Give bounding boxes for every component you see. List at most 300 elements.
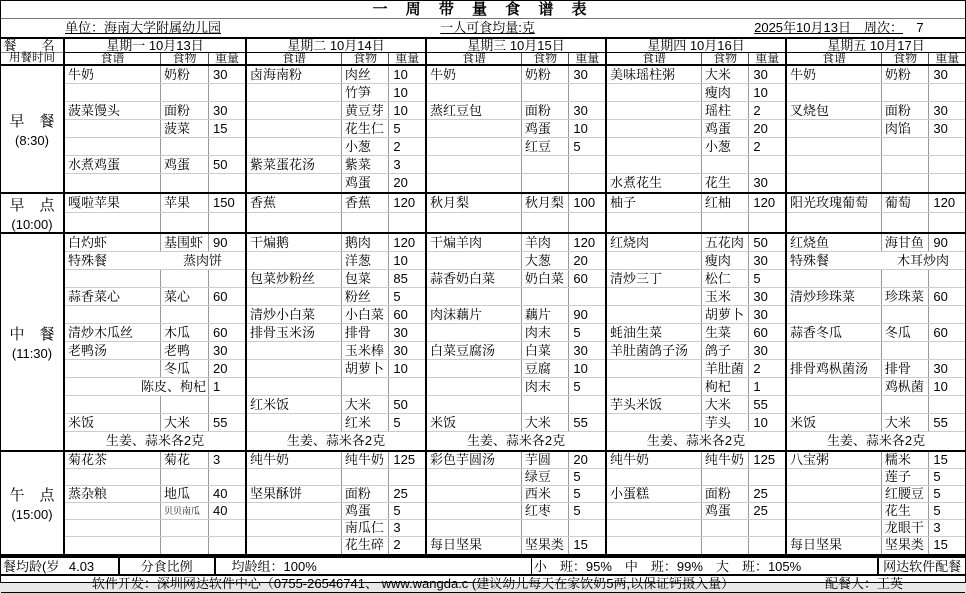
- food-cell: 糯米: [881, 452, 928, 468]
- weight-cell: 50: [208, 156, 245, 173]
- food-cell: 大米: [521, 414, 568, 431]
- menu-row: [247, 486, 425, 503]
- weight-cell: [928, 174, 965, 192]
- menu-row: [247, 342, 425, 360]
- dish-cell: 水煮鸡蛋: [68, 157, 121, 172]
- weight-cell: 10: [748, 414, 785, 431]
- day-column: [245, 452, 425, 554]
- weight-cell: 55: [208, 414, 245, 431]
- seasoning-note-cell: 生姜、蒜米各2克: [105, 433, 205, 448]
- weight-cell: 90: [568, 306, 605, 323]
- food-cell: 肉馅: [881, 120, 928, 137]
- menu-grid: [1, 39, 965, 574]
- dish-cell: 红烧肉: [610, 235, 650, 250]
- dish-cell: 美味瑶柱粥: [610, 67, 676, 82]
- dish-cell: 柚子: [610, 195, 637, 210]
- weight-cell: 5: [568, 324, 605, 341]
- weight-cell: [928, 342, 965, 359]
- weight-cell: 1: [208, 378, 245, 395]
- food-cell: 黄豆芽: [341, 102, 388, 119]
- subheader-cell: 食物: [701, 53, 748, 64]
- menu-row: [787, 452, 965, 469]
- menu-row: [787, 537, 965, 554]
- weight-cell: [928, 306, 965, 323]
- day-header: [425, 39, 605, 64]
- weight-cell: 85: [388, 270, 425, 287]
- weight-cell: 10: [388, 102, 425, 119]
- food-cell: [881, 84, 928, 101]
- menu-row: [427, 234, 605, 252]
- menu-row: [427, 503, 605, 520]
- dish-cell: [247, 469, 341, 485]
- weight-cell: 20: [748, 120, 785, 137]
- menu-row: [65, 520, 245, 537]
- summary-cell: 小 班：95% 中 班：99% 大 班：105%: [531, 558, 877, 574]
- food-cell: 基围虾: [160, 234, 208, 251]
- menu-row: [787, 414, 965, 432]
- menu-row: [247, 306, 425, 324]
- food-cell: [160, 270, 208, 287]
- menu-row: [247, 194, 425, 213]
- weight-cell: 30: [928, 66, 965, 83]
- subheader-row: [427, 53, 605, 64]
- menu-row: [427, 324, 605, 342]
- food-cell: 大米: [341, 396, 388, 413]
- weight-cell: [568, 156, 605, 173]
- dish-cell: 紫菜蛋花汤: [250, 157, 316, 172]
- weight-cell: 10: [568, 360, 605, 377]
- food-cell: 绿豆: [521, 469, 568, 485]
- menu-row: [427, 486, 605, 503]
- dish-cell: [607, 503, 701, 519]
- food-cell: 生菜: [701, 324, 748, 341]
- menu-row: [607, 66, 785, 84]
- menu-row: [65, 120, 245, 138]
- dish-cell: 特殊餐: [790, 253, 830, 268]
- food-cell: [160, 520, 208, 536]
- menu-row: [787, 156, 965, 174]
- dish-cell: [65, 503, 160, 519]
- dish-cell: 小蛋糕: [610, 486, 650, 501]
- dish-cell: [427, 252, 521, 269]
- dish-cell: [787, 378, 881, 395]
- dish-cell: [787, 84, 881, 101]
- dish-cell: [427, 503, 521, 519]
- subheader-cell: 重量: [928, 53, 965, 64]
- food-cell: [881, 138, 928, 155]
- weight-cell: 50: [388, 396, 425, 413]
- dish-cell: 羊肚菌鸽子汤: [610, 343, 689, 358]
- weight-cell: 5: [388, 120, 425, 137]
- menu-row: [787, 342, 965, 360]
- menu-row: [65, 102, 245, 120]
- menu-row: [427, 66, 605, 84]
- summary-cell: 餐均龄(岁: [3, 559, 60, 574]
- weight-cell: [208, 138, 245, 155]
- weight-cell: [208, 270, 245, 287]
- menu-row: [607, 102, 785, 120]
- dish-cell: [607, 378, 701, 395]
- subheader-cell: 食谱: [461, 51, 486, 65]
- weight-cell: 30: [208, 342, 245, 359]
- food-cell: 菊花: [160, 452, 208, 468]
- seasoning-note-cell: 生姜、蒜米各2克: [286, 433, 386, 448]
- weight-cell: [388, 213, 425, 232]
- menu-row: [607, 520, 785, 537]
- weight-cell: 90: [208, 234, 245, 251]
- day-column: [785, 66, 965, 192]
- weight-cell: 30: [748, 288, 785, 305]
- per-person-label: 一人可食均量:克: [440, 20, 535, 35]
- dish-cell: [427, 174, 521, 192]
- menu-row: [427, 156, 605, 174]
- menu-row: [247, 324, 425, 342]
- weight-cell: 60: [208, 288, 245, 305]
- menu-row: [607, 156, 785, 174]
- day-column: [785, 234, 965, 450]
- menu-row: [65, 288, 245, 306]
- dish-cell: [65, 520, 160, 536]
- food-cell: 芋圆: [521, 452, 568, 468]
- weight-cell: 30: [748, 342, 785, 359]
- weight-cell: 2: [748, 102, 785, 119]
- weight-cell: 10: [388, 84, 425, 101]
- dish-cell: [247, 288, 341, 305]
- food-cell: [160, 469, 208, 485]
- weight-cell: 1: [748, 378, 785, 395]
- food-cell: 竹笋: [341, 84, 388, 101]
- food-cell: 玉米: [701, 288, 748, 305]
- weight-cell: [208, 396, 245, 413]
- menu-row: [607, 486, 785, 503]
- menu-row: [787, 213, 965, 232]
- food-cell: 大米: [160, 414, 208, 431]
- dish-cell: [427, 288, 521, 305]
- food-cell: 菠菜: [160, 120, 208, 137]
- food-cell: 胡萝卜: [341, 360, 388, 377]
- day-title: 星期四 10月16日: [607, 39, 785, 53]
- dish-cell: 清炒小白菜: [250, 307, 316, 322]
- dish-cell: [65, 306, 160, 323]
- dish-cell: [65, 537, 160, 554]
- menu-row: [427, 520, 605, 537]
- menu-row: [787, 270, 965, 288]
- food-cell: 排骨: [341, 324, 388, 341]
- menu-row: [787, 194, 965, 213]
- food-cell: 海甘鱼: [881, 234, 928, 251]
- weight-cell: [748, 537, 785, 554]
- meal-time: (10:00): [11, 217, 53, 232]
- food-cell: 奶白菜: [521, 270, 568, 287]
- food-cell: 胡萝卜: [701, 306, 748, 323]
- dish-cell: [787, 486, 881, 502]
- day-column: [65, 452, 245, 554]
- weight-cell: [748, 213, 785, 232]
- dish-cell: 卤海南粉: [250, 67, 303, 82]
- seasoning-note-cell: 生姜、蒜米各2克: [826, 433, 926, 448]
- food-cell: 红柚: [701, 194, 748, 212]
- food-cell: 小白菜: [341, 306, 388, 323]
- menu-row: [65, 414, 245, 432]
- weight-cell: 5: [568, 378, 605, 395]
- dish-cell: 清炒木瓜丝: [68, 325, 134, 340]
- weight-cell: 10: [928, 378, 965, 395]
- dish-cell: 米饭: [430, 415, 457, 430]
- food-cell: 鸡蛋: [701, 503, 748, 519]
- dish-cell: 蒜香冬瓜: [790, 325, 843, 340]
- weight-cell: 10: [388, 66, 425, 83]
- dish-cell: [247, 342, 341, 359]
- food-cell: 大米: [701, 396, 748, 413]
- food-cell: 鸡蛋: [341, 174, 388, 192]
- dish-cell: [607, 414, 701, 431]
- dish-cell: [607, 469, 701, 485]
- menu-row: [65, 360, 245, 378]
- menu-row: [247, 503, 425, 520]
- meal-label: [1, 452, 65, 554]
- dish-cell: [247, 537, 341, 554]
- food-cell: 小葱: [341, 138, 388, 155]
- dish-cell: [787, 120, 881, 137]
- menu-row: [427, 360, 605, 378]
- dish-cell: [787, 520, 881, 536]
- dish-cell: [787, 213, 881, 232]
- food-cell: 藕片: [521, 306, 568, 323]
- weight-cell: 150: [208, 194, 245, 212]
- food-cell: [701, 156, 748, 173]
- menu-row: [427, 537, 605, 554]
- weight-cell: 5: [568, 486, 605, 502]
- dish-cell: 肉沫藕片: [430, 307, 483, 322]
- meal-name: 早 点: [9, 197, 55, 214]
- dish-cell: 清炒珍珠菜: [790, 289, 856, 304]
- weight-cell: 25: [748, 486, 785, 502]
- dish-cell: 蒸杂粮: [68, 486, 108, 501]
- menu-row: [65, 537, 245, 554]
- day-column: [605, 452, 785, 554]
- weight-cell: 2: [388, 138, 425, 155]
- food-cell: 红腰豆: [881, 486, 928, 502]
- weight-cell: 30: [568, 66, 605, 83]
- dish-cell: [427, 486, 521, 502]
- summary-cell: 均龄组：100%: [214, 558, 531, 574]
- food-cell: 葡萄: [881, 194, 928, 212]
- dish-cell: [607, 306, 701, 323]
- dish-cell: 芋头米饭: [610, 397, 663, 412]
- menu-row: [787, 66, 965, 84]
- menu-row: [787, 396, 965, 414]
- dish-cell: [607, 360, 701, 377]
- dish-cell: 菊花茶: [68, 452, 108, 467]
- weight-cell: 2: [748, 138, 785, 155]
- subheader-cell: 重量: [388, 53, 425, 64]
- menu-row: [65, 452, 245, 469]
- dish-cell: [787, 270, 881, 287]
- dish-cell: [65, 360, 160, 377]
- subheader-row: [65, 53, 245, 64]
- food-cell: [341, 378, 388, 395]
- menu-row: [65, 432, 245, 450]
- weight-cell: 55: [568, 414, 605, 431]
- weight-cell: [928, 138, 965, 155]
- weight-cell: 60: [568, 270, 605, 287]
- dish-cell: 排骨玉米汤: [250, 325, 316, 340]
- weight-cell: [208, 306, 245, 323]
- menu-row: [427, 138, 605, 156]
- food-cell: 瘦肉: [701, 84, 748, 101]
- dish-cell: 白菜豆腐汤: [430, 343, 496, 358]
- dish-cell: [65, 84, 160, 101]
- meal-time: (11:30): [11, 346, 53, 361]
- weight-cell: [208, 213, 245, 232]
- meal-section: [1, 234, 965, 452]
- dish-cell: 清炒三丁: [610, 271, 663, 286]
- dish-cell: 牛奶: [790, 67, 817, 82]
- weight-cell: 5: [568, 469, 605, 485]
- corner-cell: [1, 39, 65, 64]
- dish-cell: [607, 102, 701, 119]
- weight-cell: 5: [388, 288, 425, 305]
- menu-row: [65, 66, 245, 84]
- special-meal-cell: 木耳炒肉: [896, 253, 949, 268]
- dish-cell: [247, 84, 341, 101]
- menu-row: [65, 252, 245, 270]
- menu-row: [65, 503, 245, 520]
- menu-row: [607, 414, 785, 432]
- menu-row: [247, 174, 425, 192]
- dish-cell: [607, 84, 701, 101]
- dish-cell: [427, 396, 521, 413]
- food-cell: 地瓜: [160, 486, 208, 502]
- dish-cell: 每日坚果: [790, 537, 843, 552]
- food-cell: 鸡枞菌: [881, 378, 928, 395]
- weight-cell: 55: [748, 396, 785, 413]
- food-cell: [160, 84, 208, 101]
- day-column: [785, 452, 965, 554]
- subheader-cell: 食谱: [281, 51, 306, 65]
- weight-cell: [208, 469, 245, 485]
- weight-cell: [208, 537, 245, 554]
- food-cell: [160, 174, 208, 192]
- weight-cell: [388, 378, 425, 395]
- menu-row: [247, 270, 425, 288]
- meal-label: [1, 234, 65, 450]
- weight-cell: [928, 84, 965, 101]
- meal-label: [1, 194, 65, 232]
- dish-cell: [607, 537, 701, 554]
- day-column: [605, 194, 785, 232]
- food-cell: 豆腐: [521, 360, 568, 377]
- food-cell: 红枣: [521, 503, 568, 519]
- menu-row: [607, 84, 785, 102]
- weight-cell: 50: [748, 234, 785, 251]
- menu-row: [607, 360, 785, 378]
- food-cell: 面粉: [160, 102, 208, 119]
- dish-cell: [247, 138, 341, 155]
- meal-name: 中 餐: [9, 326, 55, 343]
- day-title: 星期一 10月13日: [65, 39, 245, 53]
- food-cell: [160, 138, 208, 155]
- day-column: [605, 234, 785, 450]
- menu-row: [427, 120, 605, 138]
- menu-row: [607, 138, 785, 156]
- dish-cell: 包菜炒粉丝: [250, 271, 316, 286]
- page-title: 一 周 带 量 食 谱 表: [1, 1, 965, 19]
- dish-cell: 牛奶: [430, 67, 457, 82]
- menu-row: [607, 120, 785, 138]
- weight-cell: 30: [928, 360, 965, 377]
- menu-row: [607, 469, 785, 486]
- dish-cell: [427, 138, 521, 155]
- dish-cell: 蒜香菜心: [68, 289, 121, 304]
- weight-cell: 60: [748, 324, 785, 341]
- dish-cell: [607, 252, 701, 269]
- weight-cell: [568, 396, 605, 413]
- menu-row: [247, 452, 425, 469]
- dish-cell: 特殊餐: [68, 253, 108, 268]
- food-cell: 排骨: [881, 360, 928, 377]
- menu-row: [65, 324, 245, 342]
- dish-cell: [427, 120, 521, 137]
- day-column: [245, 194, 425, 232]
- day-column: [245, 66, 425, 192]
- menu-row: [247, 120, 425, 138]
- day-title: 星期五 10月17日: [787, 39, 965, 53]
- dish-cell: [787, 342, 881, 359]
- menu-row: [427, 342, 605, 360]
- meal-time: (15:00): [11, 507, 53, 522]
- info-row: [1, 19, 965, 37]
- subheader-cell: 重量: [208, 53, 245, 64]
- weight-cell: 3: [208, 452, 245, 468]
- food-cell: 苹果: [160, 194, 208, 212]
- weight-cell: 5: [568, 503, 605, 519]
- weight-cell: 5: [388, 503, 425, 519]
- dish-cell: [247, 213, 341, 232]
- menu-row: [607, 288, 785, 306]
- menu-row: [607, 378, 785, 396]
- dish-cell: 阳光玫瑰葡萄: [790, 195, 869, 210]
- weight-cell: 15: [208, 120, 245, 137]
- weight-cell: [568, 213, 605, 232]
- food-cell: 大葱: [521, 252, 568, 269]
- dish-cell: 米饭: [68, 415, 95, 430]
- dish-cell: 蒜香奶白菜: [430, 271, 496, 286]
- weight-cell: 2: [748, 360, 785, 377]
- menu-row: [607, 503, 785, 520]
- weight-cell: [928, 213, 965, 232]
- weight-cell: 5: [928, 486, 965, 502]
- dish-cell: [427, 378, 521, 395]
- dish-cell: 坚果酥饼: [250, 486, 303, 501]
- meal-time-header: 用餐时间: [9, 52, 55, 64]
- food-cell: 肉末: [521, 378, 568, 395]
- food-cell: [881, 342, 928, 359]
- weight-cell: [568, 84, 605, 101]
- menu-row: [607, 213, 785, 232]
- weight-cell: 20: [568, 252, 605, 269]
- day-header: [65, 39, 245, 64]
- dish-cell: [65, 270, 160, 287]
- food-cell: 松仁: [701, 270, 748, 287]
- food-cell: 木瓜: [160, 324, 208, 341]
- weight-cell: 120: [388, 234, 425, 251]
- weight-cell: [928, 396, 965, 413]
- menu-row: [65, 306, 245, 324]
- weight-cell: 2: [388, 537, 425, 554]
- menu-row: [427, 194, 605, 213]
- food-cell: 奶粉: [160, 66, 208, 83]
